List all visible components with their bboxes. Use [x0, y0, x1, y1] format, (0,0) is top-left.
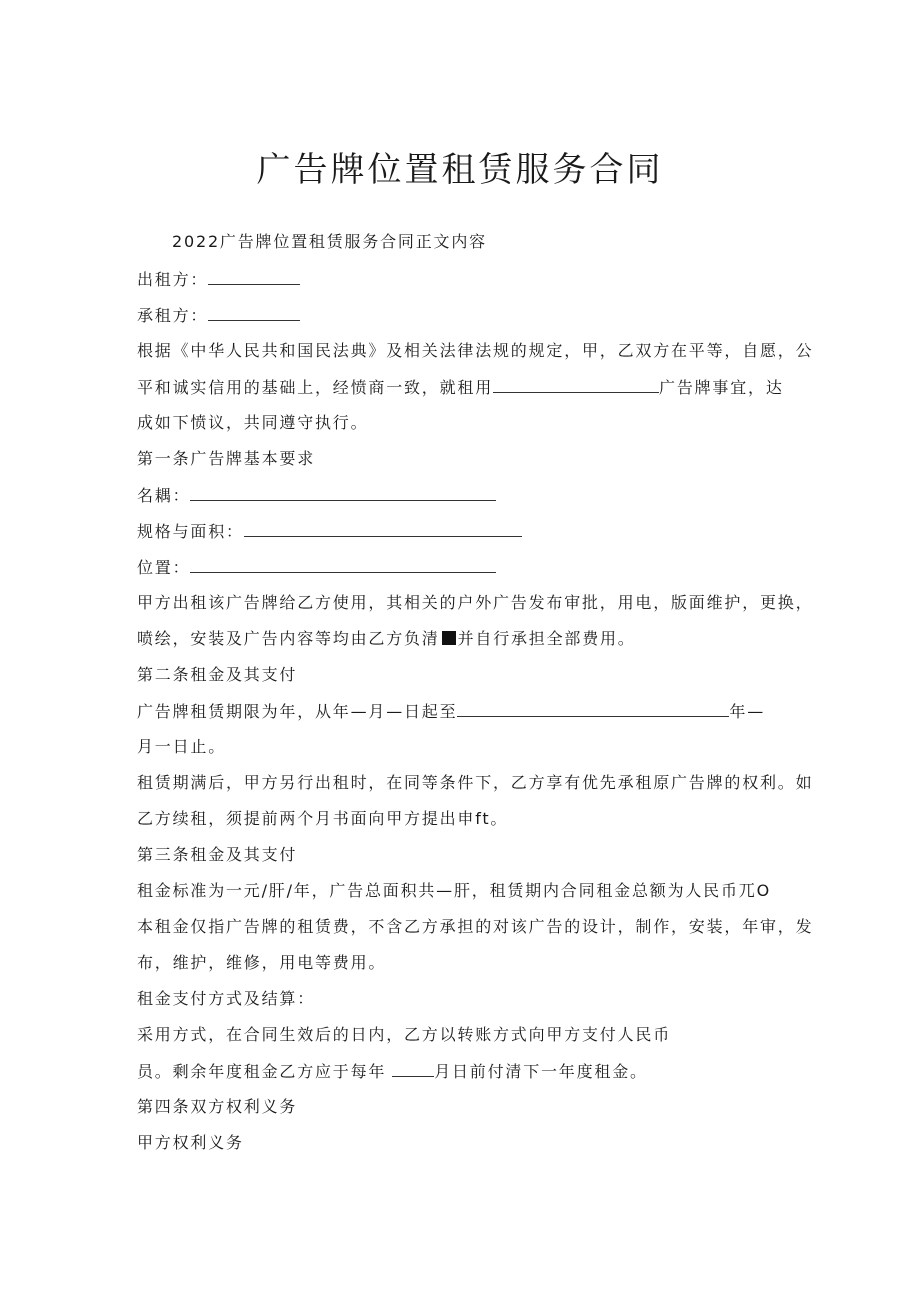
scope-line-1: 本租金仅指广告牌的租赁费，不含乙方承担的对该广告的设计，制作，安装，年审，发	[137, 917, 814, 936]
article-1-heading: 第一条广告牌基本要求	[137, 449, 316, 468]
intro-line-1: 根据《中华人民共和国民法典》及相关法律法规的规定，甲，乙双方在平等，自愿，公	[137, 341, 814, 360]
renew-line-2: 乙方续租，须提前两个月书面向甲方提出申ft。	[137, 809, 509, 828]
lessee-blank	[208, 304, 300, 321]
scope-line-2: 布，维护，维修，用电等费用。	[137, 953, 387, 972]
spec-blank	[244, 520, 522, 537]
renew-line-1: 租赁期满后，甲方另行出租时，在同等条件下，乙方享有优先承租原广告牌的权利。如	[137, 773, 814, 792]
article-2-heading: 第二条租金及其支付	[137, 665, 298, 684]
black-square-glyph	[442, 631, 456, 645]
name-line	[137, 484, 496, 507]
intro-line-2-end: 广告牌事宜，达	[659, 378, 784, 397]
name-blank	[190, 484, 496, 501]
article-4-heading: 第四条双方权利义务	[137, 1097, 298, 1116]
location-label: 位置：	[137, 558, 191, 577]
intro-line-3: 成如下愤议，共同遵守执行。	[137, 413, 369, 432]
payment-line-2-end: 月日前付清下一年度租金。	[434, 1062, 648, 1081]
intro-line-2-start: 平和诚实信用的基础上，经愤商一致，就租用	[137, 378, 494, 397]
rent-line: 租金标准为一元/肝/年，广告总面积共—肝，租赁期内合同租金总额为人民币兀O	[137, 881, 771, 900]
document-title: 广告牌位置租赁服务合同	[256, 150, 664, 190]
lessor-label: 出租方：	[137, 270, 209, 289]
payment-line-1: 采用方式，在合同生效后的日内，乙方以转账方式向甲方支付人民币	[137, 1025, 672, 1044]
payment-blank	[392, 1060, 434, 1077]
lessee-label: 承租方：	[137, 306, 209, 325]
spec-label: 规格与面积：	[137, 522, 244, 541]
term-line-2: 月一日止。	[137, 737, 227, 756]
term-line-1-start: 广告牌租赁期限为年，从年—月—日起至	[137, 702, 458, 721]
article-1-para-line-2	[137, 628, 636, 650]
term-blank	[457, 700, 729, 717]
article-3-heading: 第三条租金及其支付	[137, 845, 298, 864]
lessor-blank	[208, 268, 300, 285]
party-a-heading: 甲方权利义务	[137, 1133, 244, 1152]
term-line-1-end: 年—	[729, 702, 766, 721]
lessee-line	[137, 304, 300, 327]
term-line-1	[137, 700, 765, 723]
location-line	[137, 556, 496, 579]
article-1-para-line-2-end: 并自行承担全部费用。	[457, 629, 636, 648]
article-1-para-line-2-start: 喷绘，安装及广告内容等均由乙方负清	[137, 629, 440, 648]
intro-line-2	[137, 376, 784, 399]
payment-line-2	[137, 1060, 648, 1083]
intro-blank	[493, 376, 659, 393]
name-label: 名耦：	[137, 486, 191, 505]
location-blank	[190, 556, 496, 573]
payment-heading: 租金支付方式及结算：	[137, 989, 316, 1008]
article-1-para-line-1: 甲方出租该广告牌给乙方使用，其相关的户外广告发布审批，用电，版面维护，更换，	[137, 593, 814, 612]
lessor-line	[137, 268, 300, 291]
document-subtitle: 2022广告牌位置租赁服务合同正文内容	[172, 232, 487, 251]
spec-line	[137, 520, 522, 543]
payment-line-2-start: 员。剩余年度租金乙方应于每年	[137, 1062, 387, 1081]
